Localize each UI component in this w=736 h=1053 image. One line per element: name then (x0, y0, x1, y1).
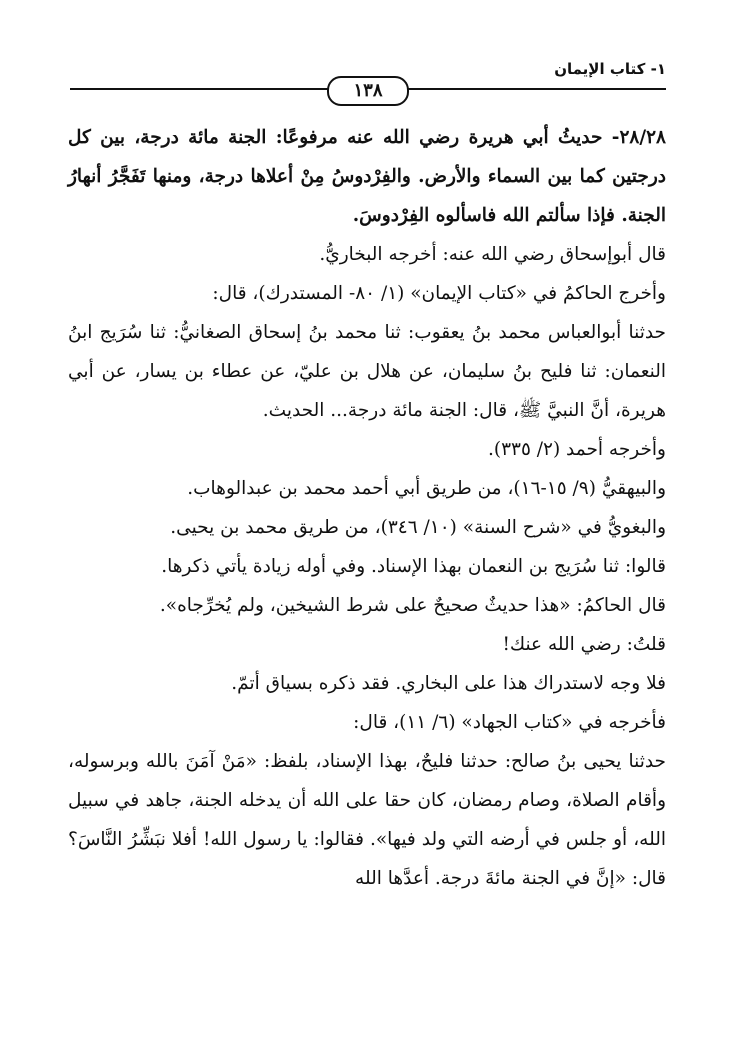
paragraph-bayhaqi: والبيهقيُّ (٩/ ١٥-١٦)، من طريق أبي أحمد محمد بن عبدالوهاب. (187, 478, 666, 499)
paragraph-isnad: حدثنا أبوالعباس محمد بنُ يعقوب: ثنا محمد بنُ إسحاق الصغانيُّ: ثنا سُرَيج ابنُ النعمان: ثنا فليح بنُ سليمان، عن هلال بن عليّ، عن عطاء بن يسار، عن أبي هريرة، أنَّ النبيَّ ﷺ، قال: الجنة مائة درجة... الحديث. (68, 322, 666, 421)
section-title: ١- كتاب الإيمان (554, 60, 666, 78)
paragraph-abu-ishaq: قال أبوإسحاق رضي الله عنه: أخرجه البخاريُّ. (319, 244, 666, 265)
paragraph-ahmad: وأخرجه أحمد (٢/ ٣٣٥). (487, 439, 666, 460)
paragraph-hakim-source: وأخرج الحاكمُ في «كتاب الإيمان» (١/ ٨٠- المستدرك)، قال: (212, 283, 666, 304)
page-body (68, 118, 666, 898)
page-number: ١٣٨ (327, 76, 409, 106)
page-header (70, 58, 666, 101)
paragraph-hadith-28: ٢٨/٢٨- حديثُ أبي هريرة رضي الله عنه مرفوعًا: الجنة مائة درجة، بين كل درجتين كما بين السماء والأرض. والفِرْدوسُ مِنْ أعلاها درجة، ومنها تَفَجَّرُ أنهارُ الجنة. فإذا سألتم الله فاسألوه الفِرْدوسَ. (68, 127, 666, 226)
paragraph-no-istidrak: فلا وجه لاستدراك هذا على البخاري. فقد ذكره بسياق أتمّ. (231, 673, 666, 694)
paragraph-yahya-bin-salih: حدثنا يحيى بنُ صالح: حدثنا فليحٌ، بهذا الإسناد، بلفظ: «مَنْ آمَنَ بالله وبرسوله، وأقام الصلاة، وصام رمضان، كان حقا على الله أن يدخله الجنة، جاهد في سبيل الله، أو جلس في أرضه التي ولد فيها». فقالوا: يا رسول الله! أفلا نبَشِّرُ النَّاسَ؟ قال: «إنَّ في الجنة مائةَ درجة. أعدَّها الله (68, 751, 666, 889)
paragraph-qalu: قالوا: ثنا سُرَيج بن النعمان بهذا الإسناد. وفي أوله زيادة يأتي ذكرها. (161, 556, 666, 577)
paragraph-hakim-grading: قال الحاكمُ: «هذا حديثٌ صحيحٌ على شرط الشيخين، ولم يُخرِّجاه». (159, 595, 666, 616)
paragraph-qultu: قلتُ: رضي الله عنك! (502, 634, 666, 655)
paragraph-kitab-jihad: فأخرجه في «كتاب الجهاد» (٦/ ١١)، قال: (353, 712, 666, 733)
paragraph-baghawi: والبغويُّ في «شرح السنة» (١٠/ ٣٤٦)، من طريق محمد بن يحيى. (170, 517, 666, 538)
